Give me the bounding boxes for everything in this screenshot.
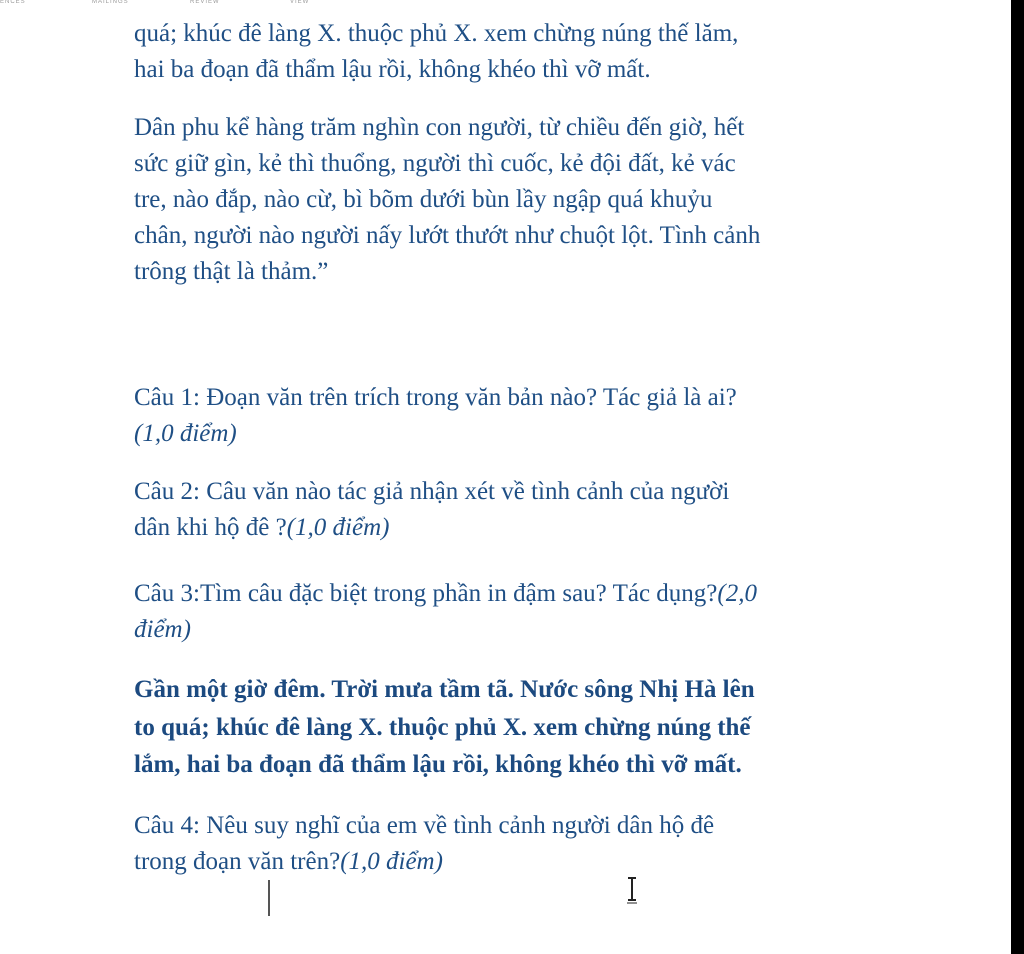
question-4-points: (1,0 điểm) xyxy=(340,848,443,875)
question-3-points-cont: điểm) xyxy=(134,616,191,643)
question-4-text: trong đoạn văn trên? xyxy=(134,848,341,875)
ribbon-tab-review[interactable]: REVIEW xyxy=(190,0,220,5)
question-2-text: dân khi hộ đê ? xyxy=(134,514,287,541)
question-3-text: Câu 3:Tìm câu đặc biệt trong phần in đậm sau? Tác dụng? xyxy=(134,580,718,607)
window-edge xyxy=(1011,0,1024,954)
ribbon-tab-view[interactable]: VIEW xyxy=(290,0,310,5)
passage-line: sức giữ gìn, kẻ thì thuổng, người thì cuốc, kẻ đội đất, kẻ vác xyxy=(134,150,736,177)
ribbon-tab-references[interactable]: ENCES xyxy=(0,0,26,5)
passage-line: chân, người nào người nấy lướt thướt như chuột lột. Tình cảnh xyxy=(134,222,761,249)
ribbon-tabs-strip xyxy=(0,0,420,6)
bold-excerpt-line: Gần một giờ đêm. Trời mưa tầm tã. Nước sông Nhị Hà lên xyxy=(134,676,755,703)
ibeam-cursor-icon xyxy=(625,876,639,906)
bold-excerpt-line: to quá; khúc đê làng X. thuộc phủ X. xem chừng núng thế xyxy=(134,714,751,741)
passage-line: tre, nào đắp, nào cừ, bì bõm dưới bùn lầy ngập quá khuỷu xyxy=(134,186,713,213)
question-4: Câu 4: Nêu suy nghĩ của em về tình cảnh người dân hộ đê xyxy=(134,812,715,839)
bold-excerpt-line: lắm, hai ba đoạn đã thẩm lậu rồi, không khéo thì vỡ mất. xyxy=(134,751,742,778)
passage-line: hai ba đoạn đã thẩm lậu rồi, không khéo thì vỡ mất. xyxy=(134,56,651,83)
question-2-points: (1,0 điểm) xyxy=(286,514,390,541)
question-3-points: (2,0 xyxy=(717,580,757,607)
question-3 xyxy=(134,580,757,608)
passage-line: quá; khúc đê làng X. thuộc phủ X. xem chừng núng thế lăm, xyxy=(134,20,739,47)
text-cursor xyxy=(268,880,270,916)
question-2-line-2 xyxy=(134,514,389,542)
ribbon-tab-mailings[interactable]: MAILINGS xyxy=(92,0,129,5)
question-4-line-2 xyxy=(134,848,443,876)
question-1-points: (1,0 điểm) xyxy=(134,420,237,447)
passage-line: trông thật là thảm.” xyxy=(134,258,329,285)
passage-line: Dân phu kể hàng trăm nghìn con người, từ chiều đến giờ, hết xyxy=(134,114,745,141)
question-2: Câu 2: Câu văn nào tác giả nhận xét về tình cảnh của người xyxy=(134,478,730,505)
question-1: Câu 1: Đoạn văn trên trích trong văn bản nào? Tác giả là ai? xyxy=(134,384,737,411)
